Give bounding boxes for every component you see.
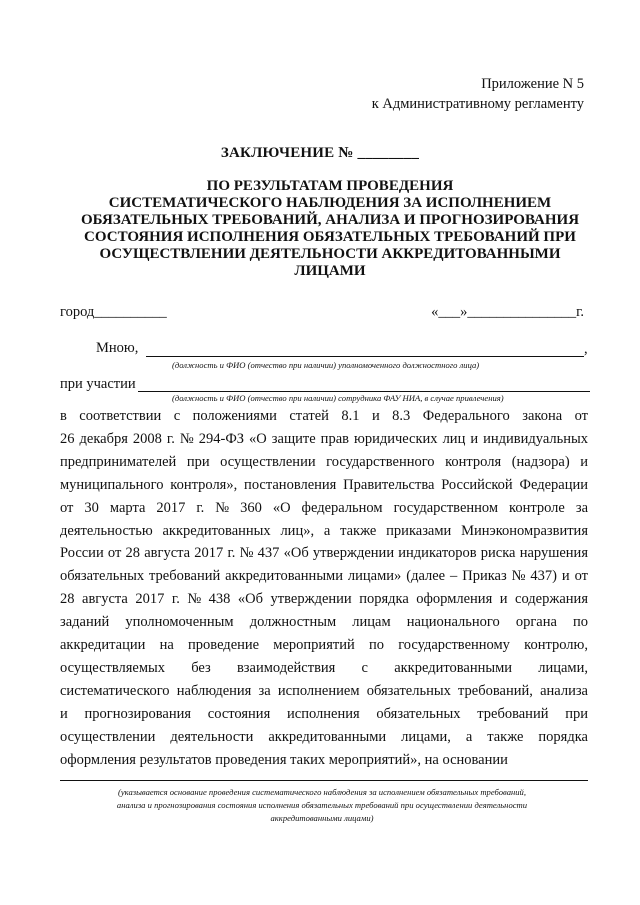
body-line: предпринимателей при осуществлении государственного контроля (надзора) и [60, 453, 588, 470]
heading-line-3: ОБЯЗАТЕЛЬНЫХ ТРЕБОВАНИЙ, АНАЛИЗА И ПРОГНОЗИРОВАНИЯ [80, 212, 580, 228]
official-underline [146, 356, 584, 357]
body-line: оформления результатов проведения таких мероприятий», на основании [60, 751, 508, 768]
body-line: аккредитации на проведение мероприятий по государственному контролю, [60, 637, 588, 654]
official-caption: (должность и ФИО (отчество при наличии) уполномоченного должностного лица) [172, 360, 480, 370]
body-line: осуществляемых без взаимодействия с аккредитованными лицами, [60, 659, 588, 676]
body-line: от 30 марта 2017 г. № 360 «О федеральном государственном контроле за [60, 499, 588, 516]
body-line: в соответствии с положениями статей 8.1 и 8.3 Федерального закона от [60, 408, 588, 424]
basis-caption-line-3: аккредитованными лицами) [270, 813, 374, 823]
appendix-line-2: к Административному регламенту [371, 96, 584, 112]
appendix-note [372, 74, 584, 114]
basis-caption-line-2: анализа и прогнозирования состояния исполнения обязательных требований при осуществлении деятельности [116, 800, 528, 810]
basis-caption-line-1: (указывается основание проведения систематического наблюдения за исполнением обязательных требований, [117, 787, 527, 797]
heading-line-1: ПО РЕЗУЛЬТАТАМ ПРОВЕДЕНИЯ [206, 178, 454, 194]
body-paragraph [60, 405, 588, 772]
body-line: заданий уполномоченным должностным лицам национального органа по [60, 614, 588, 631]
participant-caption: (должность и ФИО (отчество при наличии) сотрудника ФАУ НИА, в случае привлечения) [172, 393, 504, 403]
heading-line-4: СОСТОЯНИЯ ИСПОЛНЕНИЯ ОБЯЗАТЕЛЬНЫХ ТРЕБОВАНИЙ ПРИ [84, 229, 576, 245]
document-heading [40, 178, 620, 280]
heading-line-5: ОСУЩЕСТВЛЕНИИ ДЕЯТЕЛЬНОСТИ АККРЕДИТОВАННЫМИ [99, 246, 561, 262]
body-line: осуществлении деятельности аккредитованными лицами, а также порядка [60, 728, 588, 745]
official-trailing-comma: , [584, 341, 588, 357]
city-date-row [60, 304, 584, 324]
body-line: деятельностью аккредитованных лиц», а также приказами Минэкономразвития [60, 522, 588, 539]
body-line: 28 августа 2017 г. № 438 «Об утверждении порядка оформления и содержания [60, 591, 588, 608]
heading-line-2: СИСТЕМАТИЧЕСКОГО НАБЛЮДЕНИЯ ЗА ИСПОЛНЕНИЕМ [108, 195, 552, 211]
appendix-line-1: Приложение N 5 [481, 76, 584, 92]
body-line: систематического наблюдения за исполнением обязательных требований, анализа [60, 682, 588, 699]
basis-caption [52, 786, 592, 825]
body-line: России от 28 августа 2017 г. № 437 «Об утверждении индикаторов риска нарушения [60, 545, 588, 562]
participant-label: при участии [60, 376, 136, 392]
basis-underline [60, 780, 588, 781]
city-field: город__________ [60, 304, 167, 320]
participant-underline [138, 391, 590, 392]
conclusion-title: ЗАКЛЮЧЕНИЕ № ________ [220, 145, 420, 161]
date-field: «___»_______________г. [431, 304, 584, 320]
body-line: обязательных требований аккредитованными лицами» (далее – Приказ № 437) и от [60, 568, 588, 585]
heading-line-6: ЛИЦАМИ [294, 263, 366, 279]
body-line: муниципального контроля», постановления Правительства Российской Федерации [60, 476, 588, 493]
body-line: 26 декабря 2008 г. № 294-ФЗ «О защите прав юридических лиц и индивидуальных [60, 430, 588, 447]
official-label: Мною, [96, 340, 139, 356]
body-line: и прогнозирования состояния исполнения обязательных требований при [60, 705, 588, 722]
